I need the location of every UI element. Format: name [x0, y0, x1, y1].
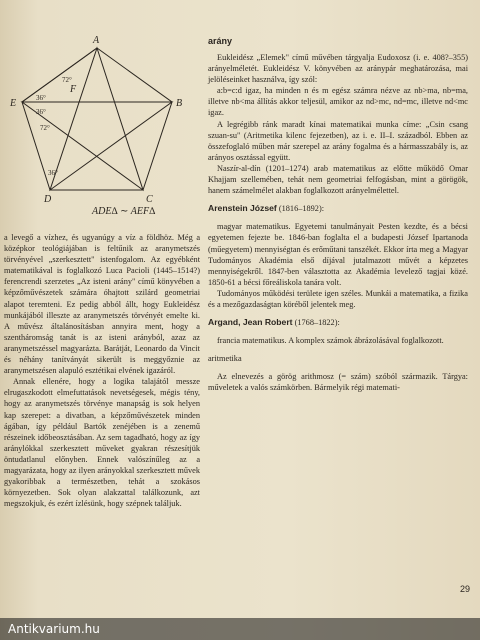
page-number: 29 [459, 584, 470, 594]
paragraph: Annak ellenére, hogy a logika talajától messze elrugaszkodott elmefuttatások nevetségesek, mégis tény, hogy az aranymetszés törvénye manapság is sok helyen kap szerepet: a divatban, a képzőművészetek minden ágában, így például Bartók zenéjében is a zenemű részeinek időbeosztásában. Az sem tagadható, hogy az így aránylókkal szerkesztett műveket gyakran részesítjük öntudatlanul előnyben. Ennek valószínűleg az a magyarázata, hogy az ilyen arányokkal szerkesztett művek gyakoribbak a természetben, tehát a szokásos környezetben. Sok olyan alakzattal találkozunk, azt megszokjuk, és ezért ízlésünk, hogy szépnek találjuk. [4, 377, 200, 509]
label-c: C [146, 194, 153, 205]
right-column [208, 52, 468, 394]
paragraph: a:b=c:d igaz, ha minden n és m egész számra nézve az nb>ma, nb=ma, illetve nb<ma állítás akkor teljesül, amikor az nd>mc, nd=mc, illetve nd<mc igaz. [208, 86, 468, 118]
pentagon-figure [0, 30, 198, 225]
label-e: E [10, 98, 17, 109]
heading-arany: arány [208, 36, 233, 46]
angle-label: 36° [36, 108, 46, 116]
entry-argand [208, 317, 468, 328]
heading-aritmetika: aritmetika [208, 354, 242, 364]
paragraph: francia matematikus. A komplex számok ábrázolásával foglalkozott. [217, 336, 444, 346]
figure-line [22, 48, 97, 102]
label-d: D [44, 194, 52, 205]
entry-name: Arenstein József [208, 203, 277, 214]
paragraph: a levegő a vízhez, és ugyanúgy a víz a földhöz. Még a középkor teológiájában is feltűnik az aranymetszés törvényével „szerkesztett" istenfogalom. Az egyébként matematikával is foglalkozó Luca Pacioli (1445–1514?) ferencrendi szerzetes „Az isteni arány" című könyvében a képzőművészetek számára óhajtott szilárd geometriai alapot teremteni. Ez pedig abból állt, hogy Eukleidész munkájából illeszte az aranymetszés törvényét emelte ki. A művész általánosításban annyira ment, hogy a szentháromság tanát is az isteni arányból, azaz az aranymetszéssel magyarázta. Barátját, Leonardo da Vincit és néhány tanítványát sikerült is meggyőznie az aranymetszésen alapuló esztétikai elvének igazáról. [4, 233, 200, 376]
angle-label: 72° [40, 124, 50, 132]
paragraph: Az elnevezés a görög arithmosz (= szám) szóból származik. Tárgya: műveletek a valós számkörben. Bármelyik régi matemati- [208, 372, 468, 393]
entry-dates: (1816–1892): [278, 204, 325, 214]
entry-name: Argand, Jean Robert [208, 317, 293, 328]
label-b: B [176, 98, 183, 109]
angle-label: 72° [62, 76, 72, 84]
paragraph: Naszír-al-dín (1201–1274) arab matematikus az előtte működő Omar Khajjam szellemében, tehát nem geometriai felfogásban, mint a görögök, hanem számelmélet alakban foglalkozott arányelmélettel. [208, 163, 468, 196]
paragraph: Tudományos működési területe igen széles. Munkái a matematika, a fizika és a mezőgazdaságtan köréből jelentek meg. [208, 288, 468, 309]
pentagon-outline [22, 48, 172, 190]
figure-caption: ADE∆ ∼ AEF∆ [92, 206, 156, 217]
angle-label: 36° [48, 169, 58, 177]
angle-label: 36° [36, 94, 46, 102]
watermark-banner: Antikvarium.hu [0, 618, 480, 640]
entry-arenstein [208, 203, 468, 214]
paragraph: Eukleidész „Elemek" című művében tárgyalja Eudoxosz (i. e. 408?–355) arányelméletét. Eukleidész V. könyvében az aránypár meghatározása, mai jelöléseinket használva, így szól: [208, 53, 468, 85]
left-column [4, 232, 200, 509]
entry-dates: (1768–1822): [294, 318, 340, 328]
paragraph: magyar matematikus. Egyetemi tanulmányait Pesten kezdte, és a bécsi egyetemen fejezte be. 1846-ban foglalta el a budapesti József Ipartanoda (műegyetem) mennyiségtan és erőműtani tanszékét. Ekkor írta meg a Magyar Tudományos Akadémia első díjával jutalmazott művét a képzetes mennyiségekről. 1847-ben választotta az Akadémia levelező tagjai közé. 1850-61 a bécsi főreáliskola tanára volt. [208, 222, 468, 287]
label-a: A [93, 35, 100, 46]
paragraph: A legrégibb ránk maradt kínai matematikai munka címe: „Csin csang szuan-su" (Aritmetika kilenc fejezetben), az i. e. II–I. századból. Ebben az összefoglaló műben már szerepel az arány fogalma és a hármasszabály is, az arányos osztással együtt. [208, 119, 468, 162]
label-f: F [70, 84, 77, 95]
